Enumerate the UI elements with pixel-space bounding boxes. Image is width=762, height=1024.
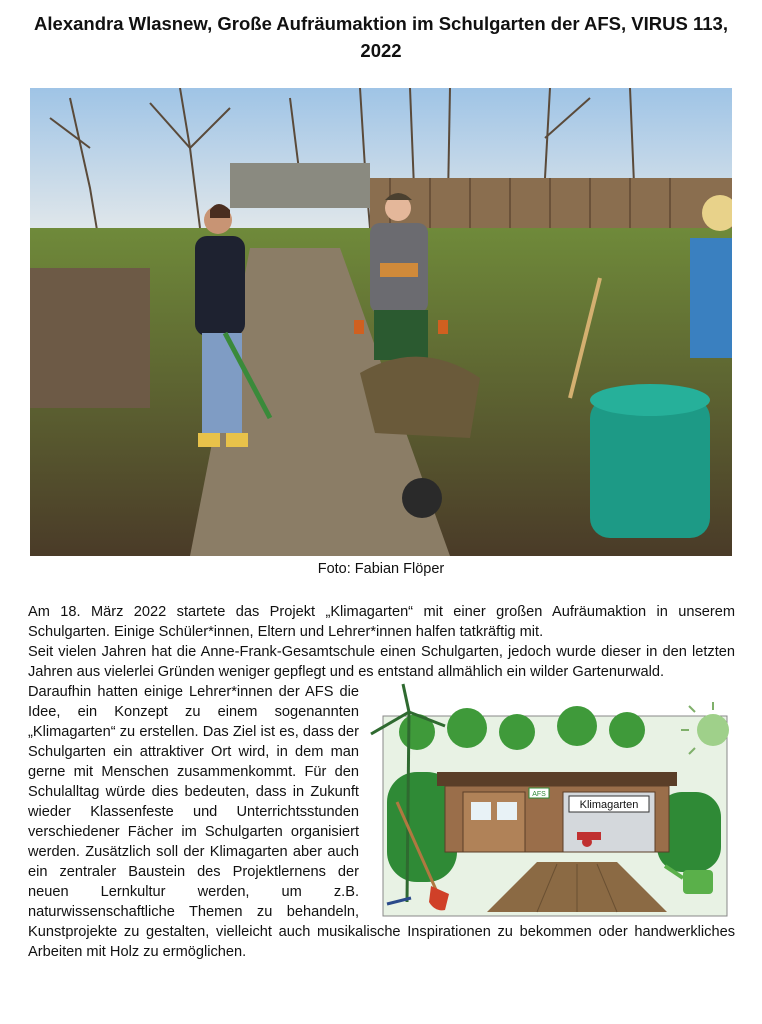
article-paragraph-2-lead [28,642,735,682]
article-paragraph-1: Am 18. März 2022 startete das Projekt „Klimagarten“ mit einer großen Aufräumaktion in unserem Schulgarten. Einige Schüler*innen, Eltern und Lehrer*innen halfen tatkräftig mit. [28,604,735,640]
article-paragraph-2-text: Daraufhin hatten einige Lehrer*innen der AFS die Idee, ein Konzept zu einem sogenannten „Klimagarten“ zu erstellen. Das Ziel ist es, dass der Schulgarten ein attraktiver Ort wird, in dem man gerne mit Menschen zusammenkommt. Für den Schulalltag würde dies bedeuten, dass in Zukunft wieder Klassenfeste und Unterrichtsstunden verschiedener Fächer im Schulgarten organisiert werden. Zusätzlich soll der Klimagarten aber auch ein zentraler Baustein des Projektlernens der neuen Lernkultur werden, um z.B. naturwissenschaftliche Themen zu behandeln, Kunstprojekte zu gestalten, vielleicht auch musikalische Inspirationen zu bekommen oder handwerkliches Arbeiten mit Holz zu ermöglichen. [28,684,735,960]
shed-sign-text: AFS [532,791,546,798]
klimagarten-illustration [367,682,735,918]
page-title: Alexandra Wlasnew, Große Aufräumaktion im Schulgarten der AFS, VIRUS 113, 2022 [34,13,728,61]
photo-caption: Foto: Fabian Flöper [317,561,445,577]
paragraph-lead-text: Seit vielen Jahren hat die Anne-Frank-Gesamtschule einen Schulgarten, jedoch wurde dieser in den letzten Jahren aus vielerlei Gründen weniger gepflegt und es entstand allmählich ein wilder Gartenurwald. [28,644,735,680]
article-body [28,602,735,962]
article-paragraph-2 [28,682,735,962]
garden-photo [30,88,732,556]
klimagarten-banner-text: Klimagarten [579,799,639,811]
